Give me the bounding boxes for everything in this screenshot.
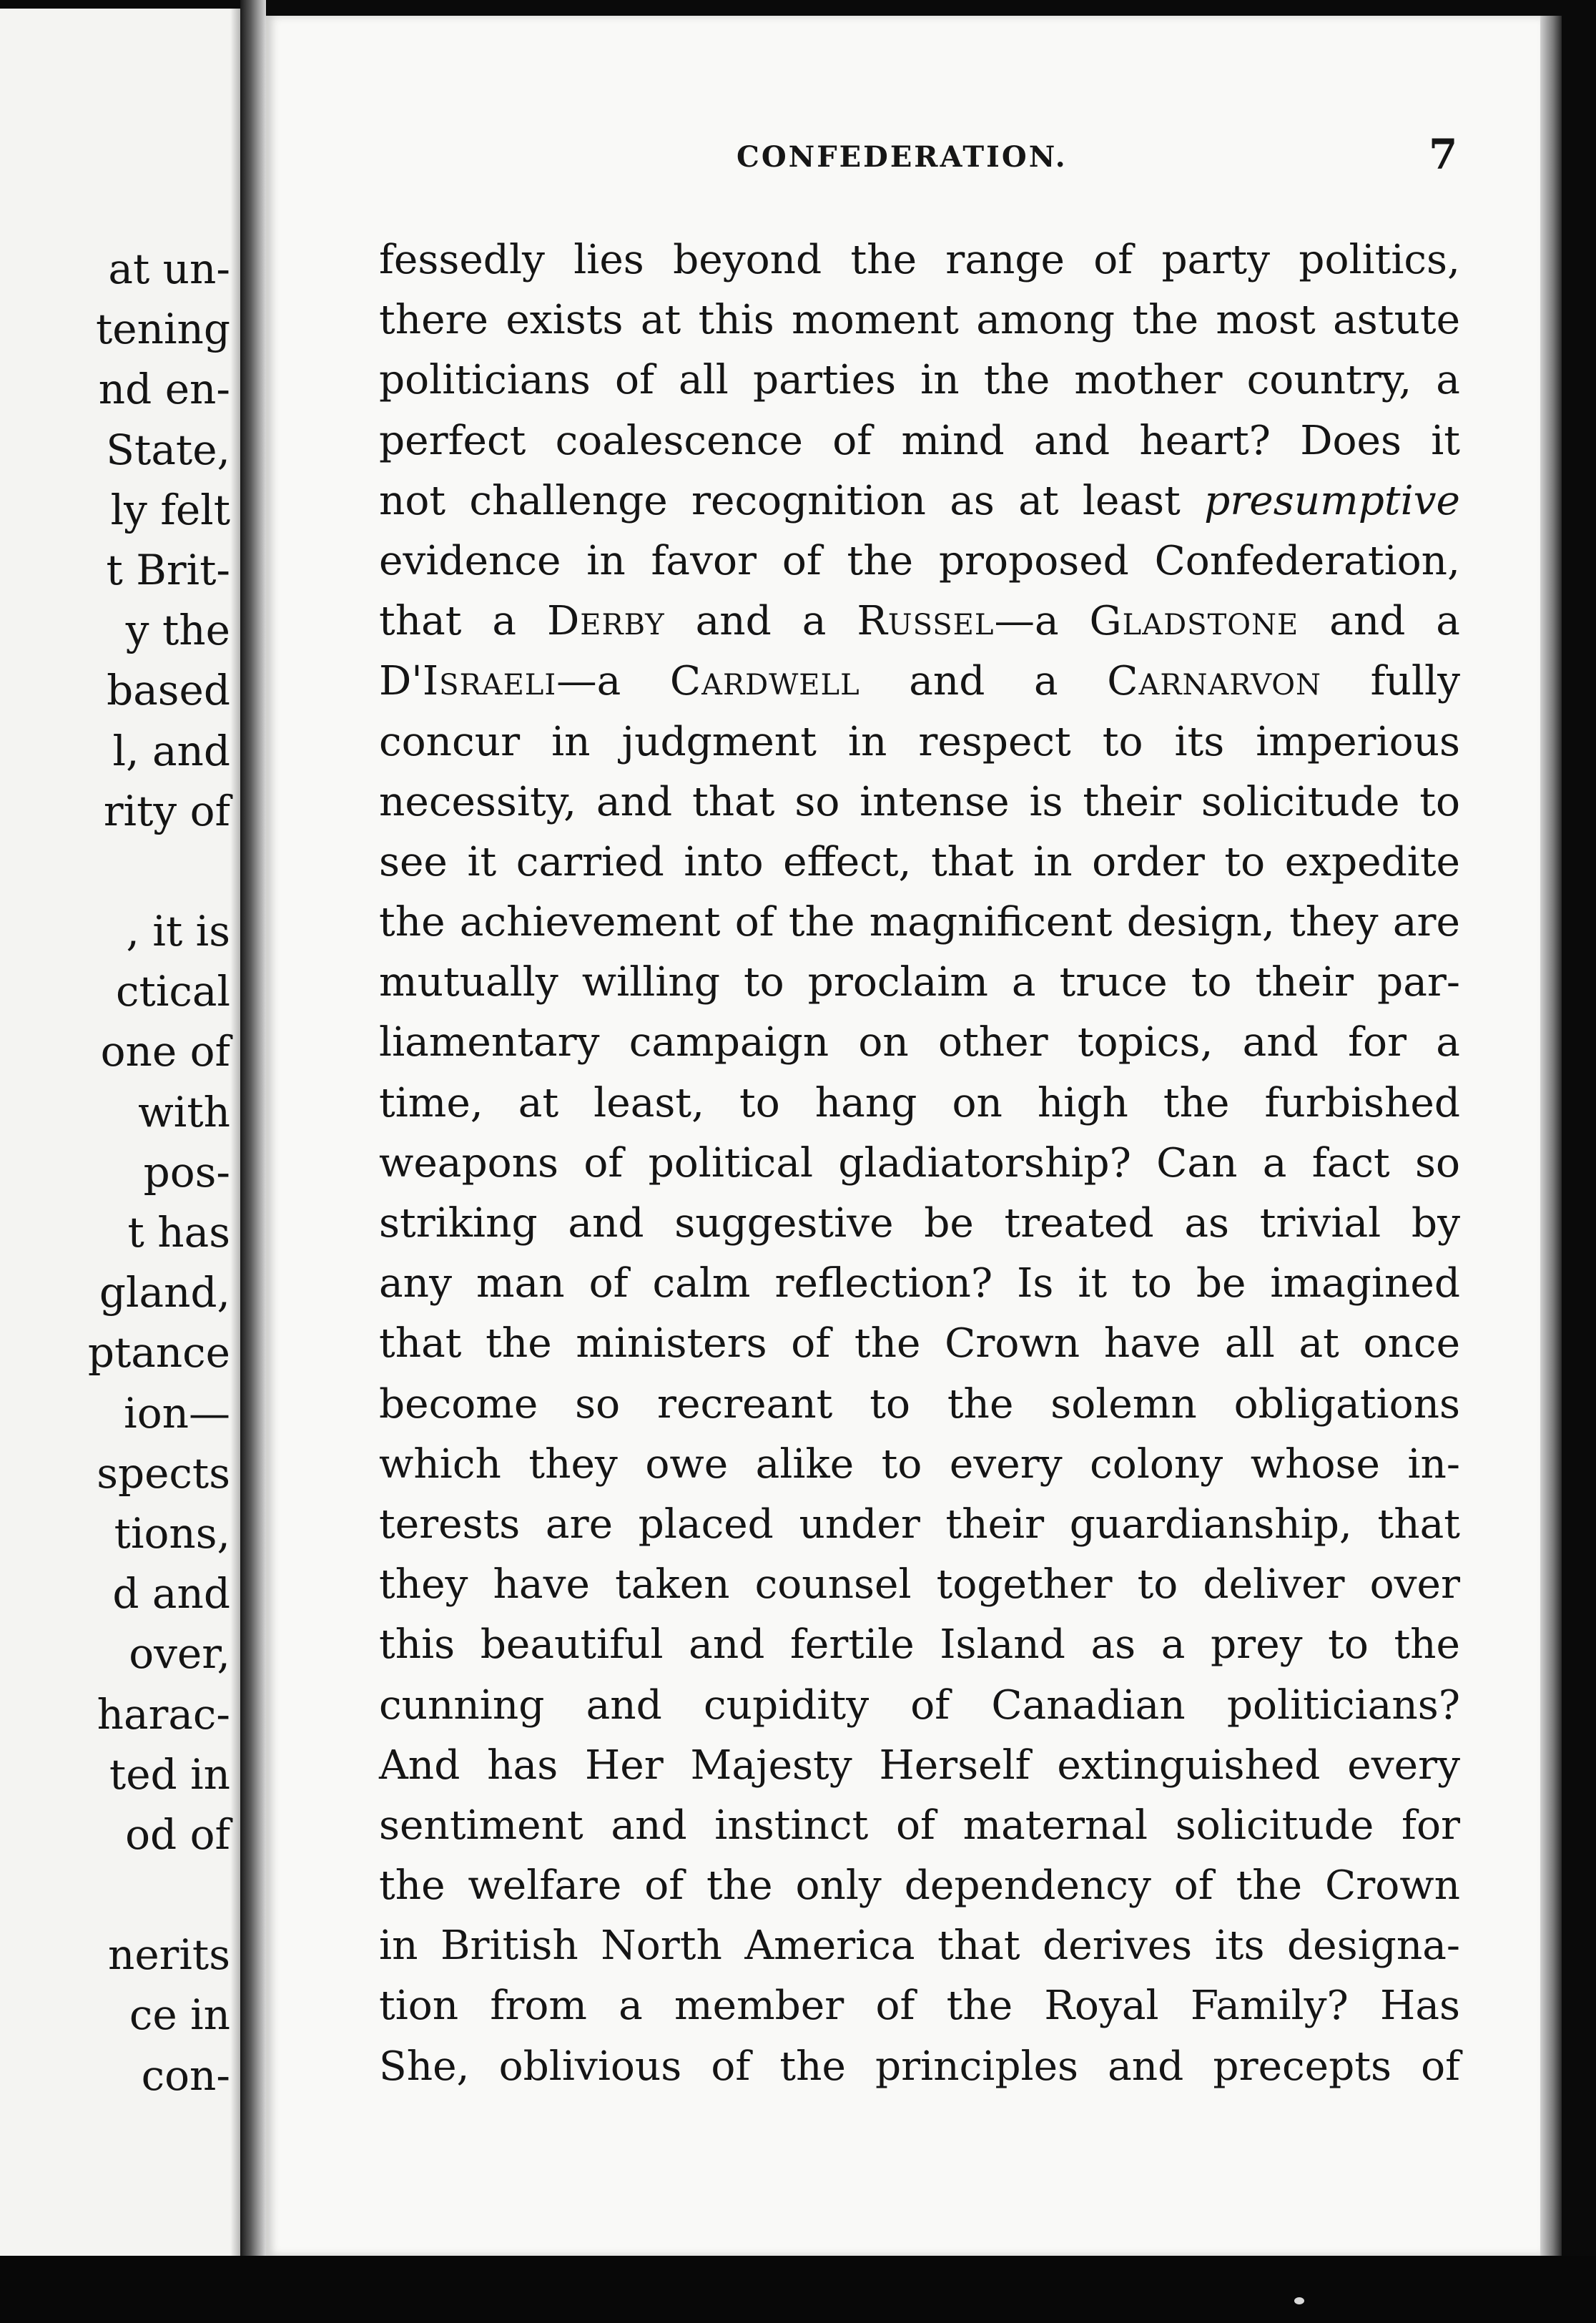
- text-segment: tion from a member of the Royal Family? Has: [379, 1983, 1460, 2030]
- line-fragment: y the: [125, 606, 230, 655]
- text-line: [379, 1134, 1460, 1194]
- text-line: [379, 1856, 1460, 1916]
- text-line: [379, 833, 1460, 893]
- text-segment: they have taken counsel together to deliver over: [379, 1561, 1460, 1609]
- text-line: [379, 471, 1460, 531]
- text-segment: liamentary campaign on other topics, and for a: [379, 1019, 1460, 1066]
- text-segment: —a: [994, 598, 1090, 645]
- name-small-caps: Cardwell: [669, 658, 860, 705]
- text-segment: the welfare of the only dependency of the Crown: [379, 1862, 1460, 1910]
- line-fragment: ted in: [109, 1749, 230, 1799]
- text-line: [379, 591, 1460, 652]
- text-line: [379, 1435, 1460, 1495]
- text-segment: terests are placed under their guardianship, that: [379, 1501, 1460, 1548]
- line-fragment: [88, 1865, 230, 1925]
- text-segment: the achievement of the magnificent design, they are: [379, 899, 1460, 946]
- text-line: [379, 1615, 1460, 1675]
- text-segment: fully: [1321, 658, 1460, 705]
- line-fragment: based: [107, 666, 230, 715]
- line-fragment: t has: [127, 1208, 230, 1257]
- text-line: [379, 1676, 1460, 1736]
- line-fragment: over,: [129, 1629, 230, 1679]
- text-line: [379, 1194, 1460, 1254]
- line-fragment: at un-: [108, 245, 230, 293]
- text-line: [379, 1375, 1460, 1435]
- text-segment: She, oblivious of the principles and precepts of: [379, 2043, 1460, 2090]
- name-small-caps: Carnarvon: [1107, 658, 1322, 705]
- text-segment: perfect coalescence of mind and heart? Does it: [379, 417, 1460, 464]
- text-line: [379, 1495, 1460, 1555]
- line-fragment: State,: [106, 425, 230, 474]
- text-segment: and a: [859, 658, 1108, 705]
- line-fragment: ptance: [87, 1328, 230, 1377]
- text-segment: sentiment and instinct of maternal solicitude for: [379, 1802, 1460, 1849]
- text-segment: —a: [556, 658, 670, 705]
- line-fragment: nerits: [107, 1930, 230, 1980]
- text-segment: in British North America that derives its designa-: [379, 1922, 1460, 1970]
- text-segment: striking and suggestive be treated as trivial by: [379, 1200, 1460, 1247]
- text-segment: which they owe alike to every colony whose in-: [379, 1440, 1460, 1488]
- text-line: [379, 953, 1460, 1013]
- text-segment: fessedly lies beyond the range of party politics,: [379, 237, 1460, 283]
- body-text: [379, 230, 1460, 2097]
- line-fragment: t Brit-: [106, 545, 230, 594]
- text-segment: necessity, and that so intense is their solicitude to: [379, 778, 1460, 825]
- line-fragment: gland,: [99, 1268, 230, 1317]
- dust-speck: [1294, 2297, 1304, 2304]
- text-segment: politicians of all parties in the mother country, a: [379, 357, 1460, 404]
- line-fragment: od of: [125, 1809, 230, 1859]
- text-segment: see it carried into effect, that in order to expedite: [379, 838, 1460, 885]
- line-fragment: nd en-: [98, 365, 230, 414]
- line-fragment: rity of: [103, 786, 230, 835]
- line-fragment: spects: [97, 1448, 230, 1498]
- binding-gutter: [240, 0, 266, 2323]
- text-line: [379, 411, 1460, 471]
- text-segment: and a: [1299, 598, 1460, 645]
- fold-shadow: [230, 9, 240, 2261]
- text-segment: And has Her Majesty Herself extinguished every: [379, 1742, 1460, 1789]
- name-small-caps: Derby: [546, 598, 665, 645]
- line-fragment: ion—: [124, 1388, 230, 1438]
- previous-page-fragment: [0, 9, 240, 2261]
- name-small-caps: Gladstone: [1089, 598, 1299, 645]
- previous-page-line-ends: [88, 239, 230, 2106]
- text-line: [379, 652, 1460, 712]
- text-segment: any man of calm reflection? Is it to be imagined: [379, 1260, 1460, 1307]
- text-line: [379, 1074, 1460, 1134]
- text-line: [379, 290, 1460, 350]
- text-segment: D': [379, 658, 423, 705]
- text-segment: that the ministers of the Crown have all at once: [379, 1320, 1460, 1367]
- line-fragment: , it is: [126, 907, 230, 956]
- text-line: [379, 893, 1460, 953]
- text-line: [379, 1976, 1460, 2036]
- text-line: [379, 531, 1460, 591]
- running-head: CONFEDERATION.: [737, 140, 1068, 174]
- text-segment: that a: [379, 598, 547, 645]
- text-line: [379, 1254, 1460, 1314]
- text-segment: cunning and cupidity of Canadian politicians?: [379, 1681, 1460, 1729]
- text-segment: concur in judgment in respect to its imperious: [379, 718, 1460, 765]
- page-right-edge: [1540, 16, 1562, 2256]
- line-fragment: with: [138, 1087, 230, 1136]
- line-fragment: harac-: [97, 1689, 230, 1739]
- text-line: [379, 230, 1460, 290]
- line-fragment: one of: [100, 1027, 230, 1076]
- text-line: [379, 1314, 1460, 1374]
- line-fragment: pos-: [143, 1147, 230, 1197]
- line-fragment: d and: [112, 1569, 230, 1619]
- text-segment: not challenge recognition as at least: [379, 477, 1205, 524]
- text-line: [379, 2037, 1460, 2097]
- text-segment: weapons of political gladiatorship? Can a fact so: [379, 1139, 1460, 1187]
- line-fragment: ce in: [129, 1990, 230, 2040]
- emphasis-italic: presumptive: [1204, 477, 1460, 524]
- line-fragment: l, and: [112, 726, 230, 775]
- text-segment: time, at least, to hang on high the furbished: [379, 1079, 1460, 1126]
- text-segment: and a: [664, 598, 857, 645]
- text-line: [379, 772, 1460, 833]
- name-small-caps: Israeli: [422, 658, 557, 705]
- text-segment: mutually willing to proclaim a truce to their par-: [379, 959, 1460, 1006]
- text-line: [379, 1916, 1460, 1976]
- line-fragment: tions,: [114, 1508, 230, 1558]
- text-segment: this beautiful and fertile Island as a prey to the: [379, 1621, 1460, 1669]
- line-fragment: ctical: [116, 967, 230, 1016]
- page-number: 7: [1429, 130, 1458, 179]
- line-fragment: [88, 841, 230, 901]
- text-line: [379, 1555, 1460, 1615]
- line-fragment: con-: [141, 2051, 230, 2100]
- text-line: [379, 350, 1460, 411]
- text-line: [379, 1013, 1460, 1073]
- text-segment: there exists at this moment among the most astute: [379, 297, 1460, 344]
- line-fragment: tening: [95, 305, 230, 354]
- line-fragment: ly felt: [110, 485, 230, 534]
- text-segment: evidence in favor of the proposed Confederation,: [379, 537, 1460, 584]
- text-segment: become so recreant to the solemn obligations: [379, 1380, 1460, 1428]
- name-small-caps: Russel: [857, 598, 995, 645]
- text-line: [379, 1736, 1460, 1796]
- scanner-bottom-border: [0, 2256, 1596, 2323]
- text-line: [379, 1796, 1460, 1856]
- text-line: [379, 712, 1460, 772]
